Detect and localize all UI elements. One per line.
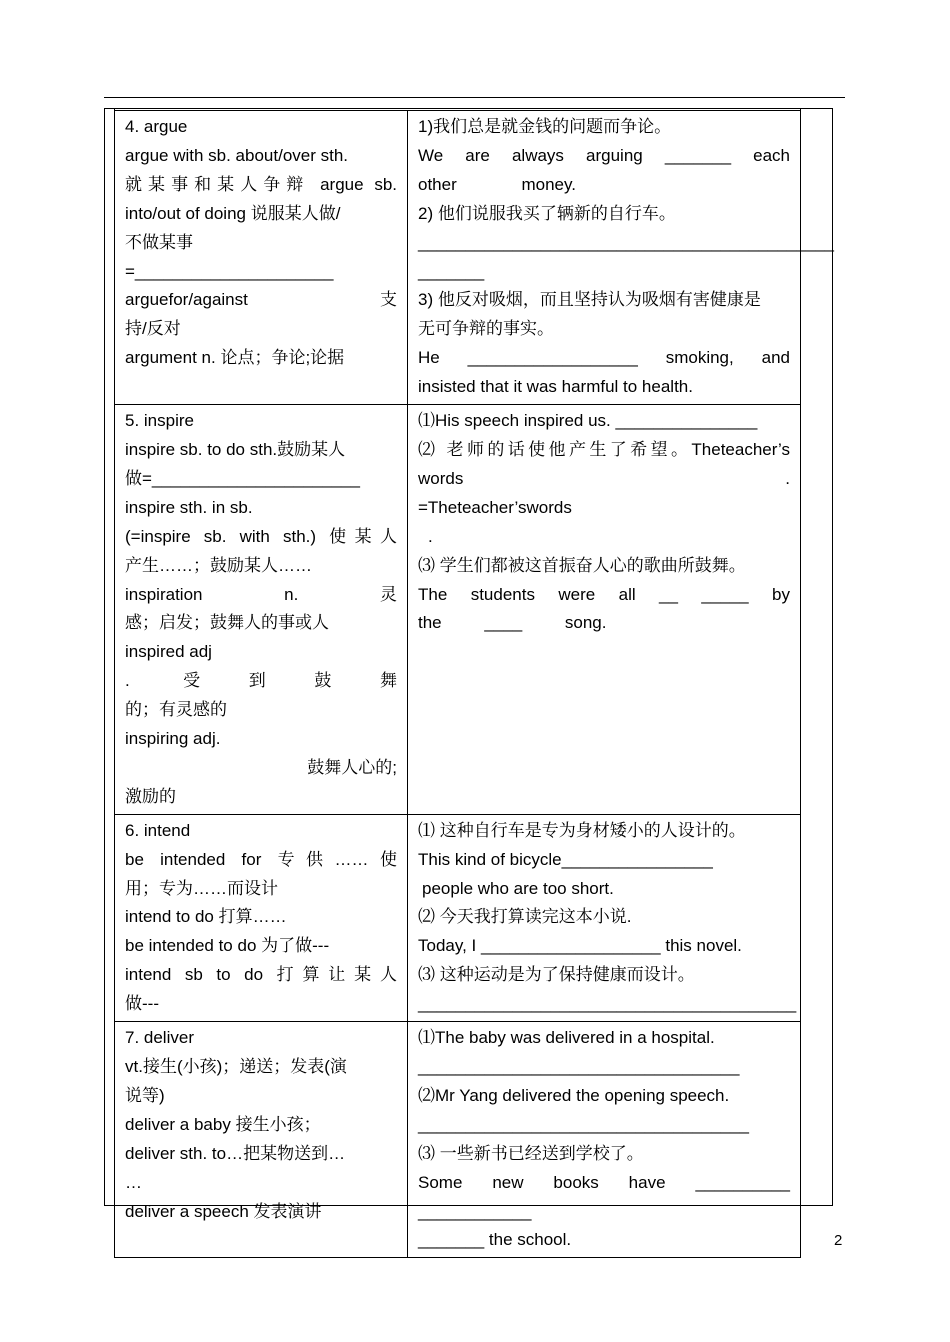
usage-line: 做--- <box>125 994 159 1014</box>
header-rule <box>104 97 845 98</box>
usage-line: . 受到鼓舞 <box>125 671 397 691</box>
exercise-line: words . <box>418 468 790 488</box>
word-heading: 6. intend <box>125 820 191 840</box>
exercise-line: He __________________ smoking, and <box>418 348 790 368</box>
exercise-cell-argue <box>408 111 835 405</box>
exercise-line: people who are too short. <box>422 878 614 898</box>
usage-line: 鼓舞人心的; <box>307 757 397 777</box>
usage-line: be intended to do 为了做--- <box>125 936 330 956</box>
blank-line: __________________________________ <box>418 1057 740 1076</box>
exercise-line: ⑵Mr Yang delivered the opening speech. <box>418 1085 730 1105</box>
blank-line: ____________________________________________ <box>418 232 835 252</box>
usage-line: 用；专为……而设计 <box>125 878 278 898</box>
table-row <box>115 405 801 815</box>
exercise-line: 无可争辩的事实。 <box>418 319 554 339</box>
table-row <box>115 111 801 405</box>
exercise-line: other money. <box>418 174 576 194</box>
word-heading: 7. deliver <box>125 1028 194 1048</box>
exercise-line: Today, I ___________________ this novel. <box>418 936 742 956</box>
exercise-line: We are always arguing _______ each <box>418 145 790 165</box>
usage-line: deliver a speech 发表演讲 <box>125 1201 322 1221</box>
usage-line: 说等) <box>125 1085 165 1105</box>
exercise-line: ⑶ 学生们都被这首振奋人心的歌曲所鼓舞。 <box>418 555 746 575</box>
usage-line: (=inspire sb. with sth.) 使某人 <box>125 526 397 546</box>
usage-line: inspire sb. to do sth.鼓励某人 <box>125 439 346 459</box>
exercise-line: ⑵ 今天我打算读完这本小说. <box>418 907 632 927</box>
exercise-line: ⑶ 一些新书已经送到学校了。 <box>418 1143 644 1163</box>
usage-line: inspired adj <box>125 642 212 662</box>
exercise-line: ⑴The baby was delivered in a hospital. <box>418 1028 715 1048</box>
usage-line: intend to do 打算…… <box>125 907 287 927</box>
exercise-line: ⑶ 这种运动是为了保持健康而设计。 <box>418 965 695 985</box>
exercise-line: insisted that it was harmful to health. <box>418 377 693 397</box>
word-cell-argue <box>115 111 408 405</box>
usage-line: inspire sth. in sb. <box>125 497 253 517</box>
exercise-line: =Theteacher’swords <box>418 497 572 517</box>
usage-line: argue with sb. about/over sth. <box>125 145 349 165</box>
table-row <box>115 1022 801 1258</box>
usage-line: deliver sth. to…把某物送到… <box>125 1143 346 1163</box>
exercise-line: 2) 他们说服我买了辆新的自行车。 <box>418 203 676 223</box>
word-cell-inspire <box>115 405 408 815</box>
exercise-cell-intend <box>408 814 801 1021</box>
word-cell-intend <box>115 814 408 1021</box>
page-number: 2 <box>834 1232 843 1249</box>
blank-line: =_____________________ <box>125 261 334 281</box>
word-heading: 4. argue <box>125 117 188 136</box>
usage-line: inspiring adj. <box>125 729 221 749</box>
usage-line: 的；有灵感的 <box>125 700 227 720</box>
exercise-line: The students were all __ _____ by <box>418 584 790 604</box>
blank-line: ________________________________________ <box>418 994 797 1014</box>
exercise-line: _______ the school. <box>418 1230 572 1250</box>
usage-line: arguefor/against 支 <box>125 290 397 310</box>
usage-line: 就某事和某人争辩 argue sb. <box>125 174 397 194</box>
blank-line: 做=______________________ <box>125 468 360 488</box>
vocabulary-table <box>114 110 835 1258</box>
table-row <box>115 814 801 1021</box>
exercise-line: ⑴His speech inspired us. _______________ <box>418 411 758 431</box>
usage-line: argument n. 论点；争论;论据 <box>125 348 345 368</box>
usage-line: 感；启发；鼓舞人的事或人 <box>125 613 329 633</box>
blank-line: _______ <box>418 261 485 281</box>
exercise-line: This kind of bicycle________________ <box>418 849 713 869</box>
usage-line: 产生……；鼓励某人…… <box>125 555 312 575</box>
usage-line: … <box>125 1172 142 1192</box>
exercise-line: ⑵ 老师的话使他产生了希望。Theteacher’s <box>418 439 790 459</box>
exercise-cell-deliver <box>408 1022 801 1258</box>
usage-line: 激励的 <box>125 786 176 806</box>
word-heading: 5. inspire <box>125 411 194 431</box>
usage-line: 持/反对 <box>125 319 181 339</box>
exercise-cell-inspire <box>408 405 801 815</box>
usage-line: inspiration n. 灵 <box>125 584 397 604</box>
exercise-line: the ____ song. <box>418 613 607 633</box>
blank-line: ___________________________________ <box>418 1114 749 1134</box>
word-cell-deliver <box>115 1022 408 1258</box>
exercise-line: 1)我们总是就金钱的问题而争论。 <box>418 117 672 136</box>
exercise-line: . <box>428 526 433 546</box>
usage-line: be intended for 专供……使 <box>125 849 397 869</box>
usage-line: intend sb to do 打算让某人 <box>125 965 397 985</box>
usage-line: into/out of doing 说服某人做/ <box>125 203 341 223</box>
exercise-line: 3) 他反对吸烟，而且坚持认为吸烟有害健康是 <box>418 290 761 310</box>
exercise-line: Some new books have __________ ____________ <box>418 1172 790 1221</box>
exercise-line: ⑴ 这种自行车是专为身材矮小的人设计的。 <box>418 820 746 840</box>
usage-line: deliver a baby 接生小孩； <box>125 1114 321 1134</box>
usage-line: vt.接生(小孩)；递送；发表(演 <box>125 1057 347 1076</box>
usage-line: 不做某事 <box>125 232 193 252</box>
